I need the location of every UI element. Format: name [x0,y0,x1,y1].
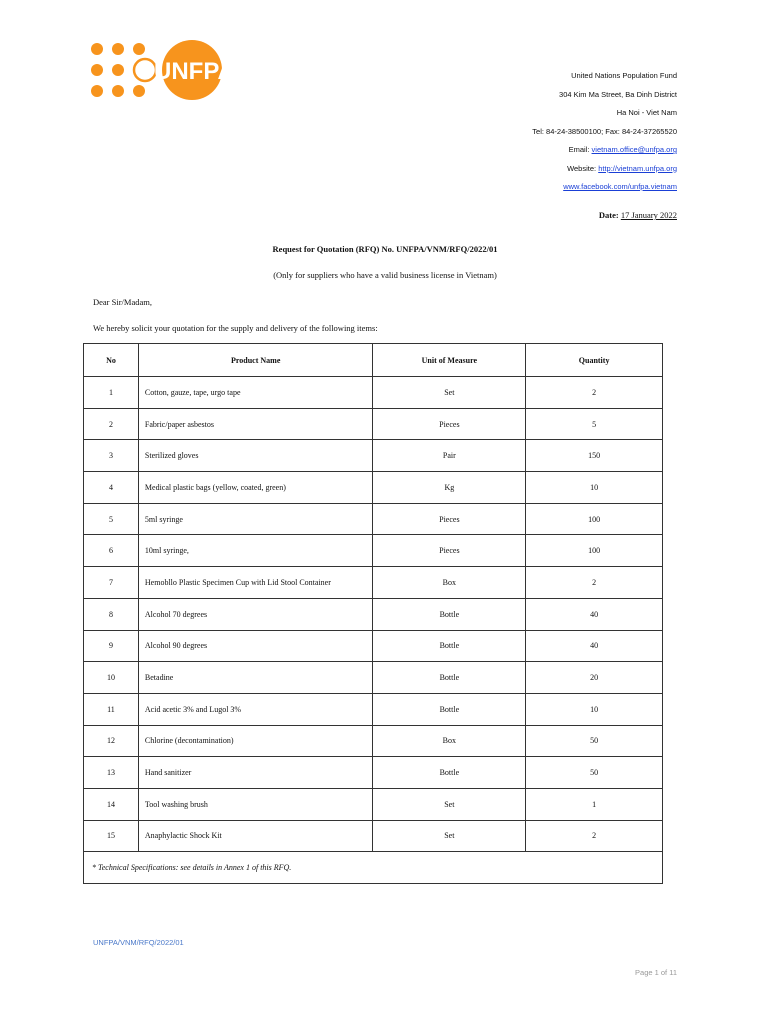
row-no: 4 [84,472,139,504]
row-product: Tool washing brush [138,788,373,820]
row-product: Anaphylactic Shock Kit [138,820,373,852]
row-qty: 2 [526,820,663,852]
header-unit: Unit of Measure [373,344,526,377]
website-link[interactable]: http://vietnam.unfpa.org [598,163,677,173]
date-value: 17 January 2022 [620,210,677,220]
row-qty: 40 [526,630,663,662]
row-unit: Bottle [373,757,526,789]
row-product: Cotton, gauze, tape, urgo tape [138,377,373,409]
row-product: Fabric/paper asbestos [138,408,373,440]
table-row [84,598,663,630]
page-number: Page 1 of 11 [635,968,677,977]
table-header-row [84,344,663,377]
table-row [84,725,663,757]
items-table [83,343,663,884]
salutation: Dear Sir/Madam, [93,297,153,307]
row-product: Sterilized gloves [138,440,373,472]
rfq-title: Request for Quotation (RFQ) No. UNFPA/VNM/RFQ/2022/01 [272,244,498,254]
row-no: 11 [84,693,139,725]
logo-text: UNFPA [154,58,235,85]
row-unit: Bottle [373,662,526,694]
table-note-row [84,852,663,884]
row-no: 2 [84,408,139,440]
row-no: 8 [84,598,139,630]
row-unit: Set [373,377,526,409]
row-no: 6 [84,535,139,567]
row-product: 5ml syringe [138,503,373,535]
row-no: 14 [84,788,139,820]
row-qty: 100 [526,535,663,567]
street: 304 Kim Ma Street, Ba Dinh District [559,89,677,99]
address-block [532,67,677,197]
row-qty: 5 [526,408,663,440]
website-label: Website: [567,163,599,173]
table-row [84,820,663,852]
row-unit: Bottle [373,598,526,630]
row-product: Betadine [138,662,373,694]
row-product: Hand sanitizer [138,757,373,789]
unfpa-logo [90,40,235,102]
row-no: 9 [84,630,139,662]
table-row [84,757,663,789]
facebook-link[interactable]: www.facebook.com/unfpa.vietnam [563,182,677,191]
row-product: Chlorine (decontamination) [138,725,373,757]
row-no: 13 [84,757,139,789]
row-qty: 1 [526,788,663,820]
row-qty: 10 [526,693,663,725]
header-product: Product Name [138,344,373,377]
date-line [599,210,677,220]
table-row [84,503,663,535]
row-qty: 20 [526,662,663,694]
row-no: 10 [84,662,139,694]
row-unit: Bottle [373,630,526,662]
table-row [84,567,663,599]
email-line [532,141,677,160]
row-no: 3 [84,440,139,472]
row-qty: 50 [526,757,663,789]
table-row [84,377,663,409]
header-no: No [84,344,139,377]
row-unit: Kg [373,472,526,504]
rfq-subtitle: (Only for suppliers who have a valid business license in Vietnam) [273,270,497,280]
row-qty: 2 [526,567,663,599]
row-unit: Bottle [373,693,526,725]
row-product: Alcohol 90 degrees [138,630,373,662]
website-line [532,160,677,179]
row-qty: 2 [526,377,663,409]
row-unit: Pieces [373,408,526,440]
intro-text: We hereby solicit your quotation for the supply and delivery of the following items: [93,323,378,333]
row-product: Hemobllo Plastic Specimen Cup with Lid Stool Container [138,567,373,599]
table-row [84,662,663,694]
footer-reference: UNFPA/VNM/RFQ/2022/01 [93,938,184,947]
row-unit: Set [373,820,526,852]
row-unit: Box [373,567,526,599]
row-product: Medical plastic bags (yellow, coated, green) [138,472,373,504]
city: Ha Noi - Viet Nam [616,108,677,117]
row-unit: Pair [373,440,526,472]
email-link[interactable]: vietnam.office@unfpa.org [591,145,677,154]
row-unit: Pieces [373,503,526,535]
row-product: Alcohol 70 degrees [138,598,373,630]
row-qty: 50 [526,725,663,757]
header-qty: Quantity [526,344,663,377]
email-label: Email: [568,145,592,154]
row-no: 12 [84,725,139,757]
row-unit: Box [373,725,526,757]
table-row [84,408,663,440]
row-no: 15 [84,820,139,852]
row-no: 7 [84,567,139,599]
row-qty: 40 [526,598,663,630]
row-no: 5 [84,503,139,535]
row-no: 1 [84,377,139,409]
phone-fax: Tel: 84-24-38500100; Fax: 84-24-37265520 [532,126,677,136]
facebook-line [532,178,677,197]
row-qty: 10 [526,472,663,504]
technical-spec-note: * Technical Specifications: see details in Annex 1 of this RFQ. [84,852,663,884]
row-qty: 150 [526,440,663,472]
table-row [84,440,663,472]
row-product: 10ml syringe, [138,535,373,567]
table-row [84,693,663,725]
date-label: Date: [598,210,619,220]
table-row [84,788,663,820]
row-unit: Pieces [373,535,526,567]
row-product: Acid acetic 3% and Lugol 3% [138,693,373,725]
row-qty: 100 [526,503,663,535]
table-row [84,472,663,504]
table-row [84,535,663,567]
org-name: United Nations Population Fund [571,71,677,80]
table-row [84,630,663,662]
row-unit: Set [373,788,526,820]
